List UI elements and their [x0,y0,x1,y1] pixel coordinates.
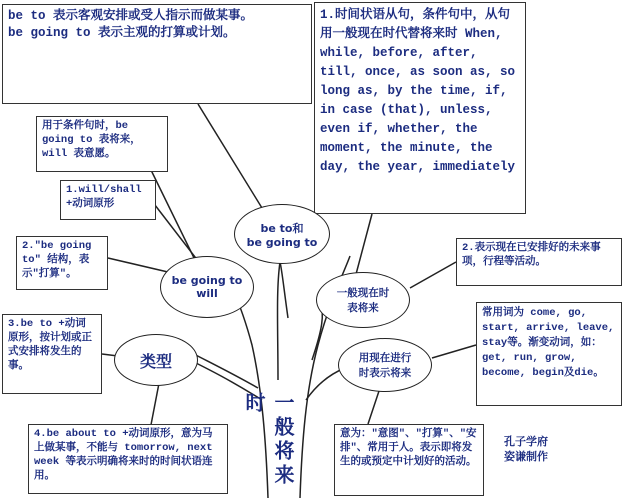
link-time-clause [355,214,372,278]
oval-yiban-xianzai: 一般现在时 表将来 [316,272,410,328]
center-oval-be-to: be to和 be going to [234,204,330,264]
oval-be-going-to-will: be going to will [160,256,254,318]
link-meaning-plan [368,388,380,424]
link-fixed-arrangement [410,262,456,288]
link-conditional [150,168,196,262]
link-top-box [198,104,262,208]
trunk-center-branch [278,262,281,380]
box-be-going-to-structure: 2."be going to" 结构，表示"打算"。 [16,236,108,290]
link-common-verbs [432,345,476,358]
branch-to-leixing-2 [190,352,258,388]
box-be-to-plan: 3.be to +动词原形，按计划或正式安排将发生的事。 [2,314,102,394]
oval-leixing: 类型 [114,334,198,386]
box-fixed-arrangement: 2.表示现在已安排好的未来事项，行程等活动。 [456,238,622,286]
branch-to-center [280,262,288,318]
box-meaning-plan: 意为："意图"、"打算"、"安排"、常用于人。表示即将发生的或预定中计划好的活动。 [334,424,484,496]
box-be-to-vs-be-going-to: be to 表示客观安排或受人指示而做某事。 be going to 表示主观的打算或计划。 [2,4,312,104]
box-will-shall: 1.will/shall +动词原形 [60,180,156,220]
credit-label: 孔子学府 姿谦制作 [504,435,548,464]
box-time-clause: 1.时间状语从句，条件句中，从句用一般现在时代替将来时 When, while, before, after, till, once, as soon as, so long as, by the time, if, in case (that), unless, even if, whether, the moment, the minute, the day, the year, immediately [314,2,526,214]
box-be-about-to: 4.be about to +动词原形，意为马上做某事，不能与 tomorrow, next week 等表示明确将来时的时间状语连用。 [28,424,228,494]
box-common-verbs: 常用词为 come, go, start, arrive, leave, stay等。渐变动词，如：get, run, grow, become, begin及die。 [476,302,622,406]
oval-xianzai-jinxing: 用现在进行 时表示将来 [338,338,432,392]
trunk-label: 一般将来时 [242,392,295,488]
box-conditional-clause: 用于条件句时，be going to 表将来，will 表意愿。 [36,116,168,172]
